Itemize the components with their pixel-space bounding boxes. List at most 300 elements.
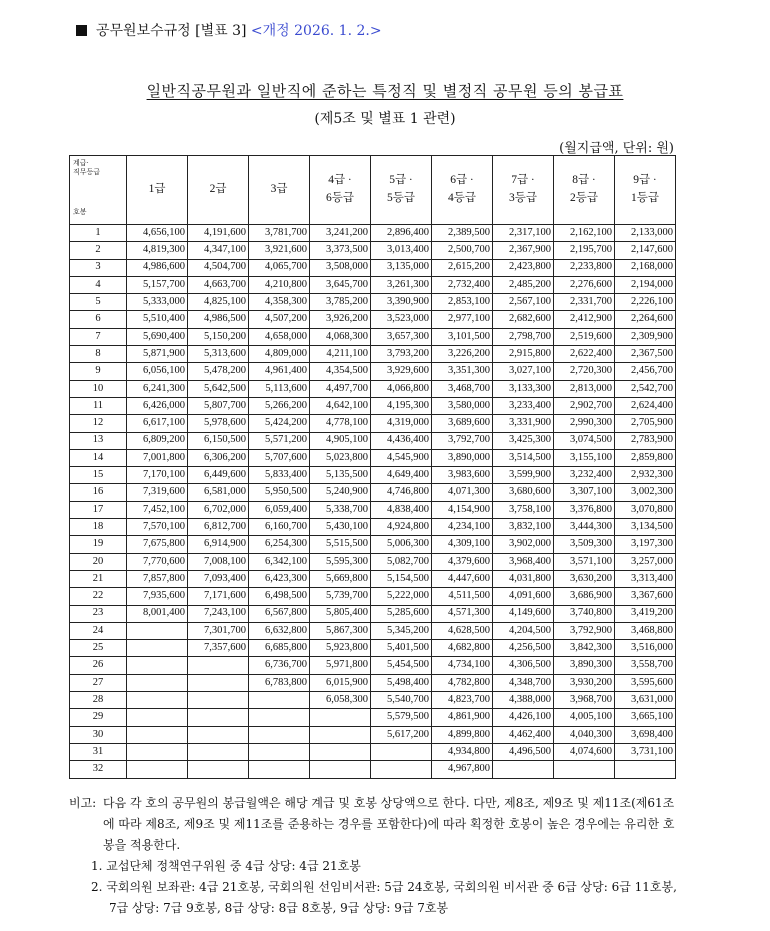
salary-cell: 6,423,300 <box>249 570 310 587</box>
step-number-cell: 25 <box>70 640 127 657</box>
salary-cell: 5,240,900 <box>310 484 371 501</box>
step-number-cell: 18 <box>70 519 127 536</box>
salary-cell: 4,782,800 <box>432 674 493 691</box>
salary-cell: 5,082,700 <box>371 553 432 570</box>
salary-cell: 6,058,300 <box>310 692 371 709</box>
salary-cell: 4,504,700 <box>188 259 249 276</box>
salary-cell: 4,934,800 <box>432 743 493 760</box>
salary-cell: 5,617,200 <box>371 726 432 743</box>
empty-cell <box>310 709 371 726</box>
salary-cell: 4,426,100 <box>493 709 554 726</box>
table-row <box>70 709 676 726</box>
salary-cell: 5,515,500 <box>310 536 371 553</box>
salary-cell: 2,226,100 <box>615 294 676 311</box>
empty-cell <box>249 743 310 760</box>
salary-cell: 4,066,800 <box>371 380 432 397</box>
salary-cell: 7,301,700 <box>188 622 249 639</box>
grade-header-line2: 3등급 <box>509 192 537 204</box>
salary-cell: 7,357,600 <box>188 640 249 657</box>
salary-cell: 4,658,000 <box>249 328 310 345</box>
salary-cell: 5,222,000 <box>371 588 432 605</box>
step-number-cell: 23 <box>70 605 127 622</box>
table-body <box>70 225 676 779</box>
remarks-label: 비고: <box>69 796 97 810</box>
salary-cell: 2,264,600 <box>615 311 676 328</box>
table-row <box>70 726 676 743</box>
empty-cell <box>188 761 249 778</box>
step-number-cell: 14 <box>70 449 127 466</box>
salary-cell: 2,317,100 <box>493 225 554 242</box>
salary-cell: 3,686,900 <box>554 588 615 605</box>
remarks-lead <box>69 793 684 856</box>
salary-cell: 5,642,500 <box>188 380 249 397</box>
salary-cell: 5,154,500 <box>371 570 432 587</box>
salary-cell: 5,478,200 <box>188 363 249 380</box>
salary-cell: 2,902,700 <box>554 397 615 414</box>
salary-cell: 6,632,800 <box>249 622 310 639</box>
table-row <box>70 415 676 432</box>
table-row <box>70 605 676 622</box>
salary-cell: 6,581,000 <box>188 484 249 501</box>
grade-header-line1: 6급 · <box>450 174 474 187</box>
salary-cell: 4,778,100 <box>310 415 371 432</box>
remarks-section <box>69 793 684 919</box>
empty-cell <box>493 761 554 778</box>
salary-cell: 4,388,000 <box>493 692 554 709</box>
salary-cell: 6,306,200 <box>188 449 249 466</box>
salary-cell: 3,890,300 <box>554 657 615 674</box>
step-number-cell: 7 <box>70 328 127 345</box>
salary-cell: 6,059,400 <box>249 501 310 518</box>
salary-cell: 3,983,600 <box>432 467 493 484</box>
salary-cell: 3,792,900 <box>554 622 615 639</box>
salary-cell: 5,707,600 <box>249 449 310 466</box>
salary-cell: 4,256,500 <box>493 640 554 657</box>
salary-cell: 6,617,100 <box>127 415 188 432</box>
salary-cell: 3,101,500 <box>432 328 493 345</box>
salary-cell: 3,740,800 <box>554 605 615 622</box>
table-row <box>70 432 676 449</box>
salary-cell: 5,454,500 <box>371 657 432 674</box>
salary-cell: 2,542,700 <box>615 380 676 397</box>
salary-cell: 7,857,800 <box>127 570 188 587</box>
salary-cell: 3,135,000 <box>371 259 432 276</box>
salary-cell: 5,150,200 <box>188 328 249 345</box>
salary-cell: 4,091,600 <box>493 588 554 605</box>
salary-cell: 2,813,000 <box>554 380 615 397</box>
grade-header-line1: 8급 · <box>572 174 596 187</box>
salary-cell: 5,135,500 <box>310 467 371 484</box>
salary-cell: 2,456,700 <box>615 363 676 380</box>
empty-cell <box>554 761 615 778</box>
salary-cell: 2,276,600 <box>554 276 615 293</box>
salary-cell: 4,347,100 <box>188 242 249 259</box>
step-number-cell: 2 <box>70 242 127 259</box>
salary-cell: 7,243,100 <box>188 605 249 622</box>
step-number-cell: 10 <box>70 380 127 397</box>
salary-cell: 4,545,900 <box>371 449 432 466</box>
salary-cell: 2,990,300 <box>554 415 615 432</box>
salary-cell: 5,978,600 <box>188 415 249 432</box>
salary-cell: 4,234,100 <box>432 519 493 536</box>
corner-grade-label: 직무등급 <box>73 168 101 177</box>
salary-cell: 3,257,000 <box>615 553 676 570</box>
salary-cell: 4,961,400 <box>249 363 310 380</box>
grade-column-header <box>127 156 188 225</box>
salary-cell: 6,426,000 <box>127 397 188 414</box>
empty-cell <box>127 622 188 639</box>
pay-scale-table <box>69 155 676 779</box>
empty-cell <box>188 692 249 709</box>
salary-cell: 5,950,500 <box>249 484 310 501</box>
table-row <box>70 588 676 605</box>
salary-cell: 3,468,800 <box>615 622 676 639</box>
salary-cell: 4,511,500 <box>432 588 493 605</box>
empty-cell <box>371 743 432 760</box>
empty-cell <box>371 761 432 778</box>
grade-header-line1: 4급 · <box>328 174 352 187</box>
salary-cell: 3,514,500 <box>493 449 554 466</box>
salary-cell: 4,986,600 <box>127 259 188 276</box>
salary-cell: 5,739,700 <box>310 588 371 605</box>
grade-column-header <box>493 156 554 225</box>
salary-cell: 4,734,100 <box>432 657 493 674</box>
salary-cell: 4,447,600 <box>432 570 493 587</box>
regulation-reference: 공무원보수규정 [별표 3] <box>96 23 247 39</box>
salary-cell: 5,923,800 <box>310 640 371 657</box>
empty-cell <box>127 692 188 709</box>
empty-cell <box>127 640 188 657</box>
table-row <box>70 346 676 363</box>
salary-cell: 6,342,100 <box>249 553 310 570</box>
table-row <box>70 311 676 328</box>
salary-cell: 5,971,800 <box>310 657 371 674</box>
grade-column-header <box>432 156 493 225</box>
table-row <box>70 449 676 466</box>
salary-cell: 3,832,100 <box>493 519 554 536</box>
step-number-cell: 24 <box>70 622 127 639</box>
salary-cell: 3,595,600 <box>615 674 676 691</box>
salary-cell: 3,781,700 <box>249 225 310 242</box>
empty-cell <box>249 761 310 778</box>
step-number-cell: 30 <box>70 726 127 743</box>
salary-cell: 6,809,200 <box>127 432 188 449</box>
salary-cell: 6,567,800 <box>249 605 310 622</box>
step-number-cell: 20 <box>70 553 127 570</box>
salary-cell: 3,842,300 <box>554 640 615 657</box>
salary-cell: 2,915,800 <box>493 346 554 363</box>
step-number-cell: 3 <box>70 259 127 276</box>
step-number-cell: 4 <box>70 276 127 293</box>
salary-cell: 3,367,600 <box>615 588 676 605</box>
salary-cell: 3,233,400 <box>493 397 554 414</box>
step-number-cell: 16 <box>70 484 127 501</box>
salary-cell: 4,204,500 <box>493 622 554 639</box>
salary-cell: 3,468,700 <box>432 380 493 397</box>
salary-cell: 3,376,800 <box>554 501 615 518</box>
empty-cell <box>249 726 310 743</box>
salary-cell: 3,758,100 <box>493 501 554 518</box>
step-number-cell: 32 <box>70 761 127 778</box>
empty-cell <box>188 743 249 760</box>
grade-header-line1: 2급 <box>209 183 227 196</box>
salary-cell: 4,005,100 <box>554 709 615 726</box>
salary-cell: 2,977,100 <box>432 311 493 328</box>
salary-cell: 2,859,800 <box>615 449 676 466</box>
salary-cell: 3,921,600 <box>249 242 310 259</box>
salary-cell: 4,924,800 <box>371 519 432 536</box>
salary-cell: 6,449,600 <box>188 467 249 484</box>
salary-cell: 5,006,300 <box>371 536 432 553</box>
table-row <box>70 328 676 345</box>
salary-cell: 4,379,600 <box>432 553 493 570</box>
empty-cell <box>249 692 310 709</box>
table-row <box>70 294 676 311</box>
salary-cell: 2,624,400 <box>615 397 676 414</box>
grade-header-line2: 4등급 <box>448 192 476 204</box>
empty-cell <box>310 726 371 743</box>
salary-cell: 2,423,800 <box>493 259 554 276</box>
empty-cell <box>127 674 188 691</box>
salary-cell: 4,649,400 <box>371 467 432 484</box>
salary-cell: 5,338,700 <box>310 501 371 518</box>
empty-cell <box>615 761 676 778</box>
salary-cell: 4,809,000 <box>249 346 310 363</box>
step-number-cell: 9 <box>70 363 127 380</box>
salary-cell: 3,307,100 <box>554 484 615 501</box>
step-number-cell: 11 <box>70 397 127 414</box>
salary-cell: 2,147,600 <box>615 242 676 259</box>
salary-cell: 6,056,100 <box>127 363 188 380</box>
salary-cell: 5,401,500 <box>371 640 432 657</box>
salary-cell: 2,798,700 <box>493 328 554 345</box>
table-row <box>70 536 676 553</box>
salary-cell: 3,890,000 <box>432 449 493 466</box>
salary-cell: 4,306,500 <box>493 657 554 674</box>
grade-header-line1: 9급 · <box>633 174 657 187</box>
salary-cell: 4,040,300 <box>554 726 615 743</box>
salary-cell: 2,194,000 <box>615 276 676 293</box>
salary-cell: 4,319,000 <box>371 415 432 432</box>
revision-date: <개정 2026. 1. 2.> <box>250 23 382 39</box>
salary-cell: 3,792,700 <box>432 432 493 449</box>
salary-cell: 4,823,700 <box>432 692 493 709</box>
salary-cell: 3,133,300 <box>493 380 554 397</box>
salary-cell: 3,698,400 <box>615 726 676 743</box>
salary-cell: 5,807,700 <box>188 397 249 414</box>
salary-cell: 3,313,400 <box>615 570 676 587</box>
empty-cell <box>127 743 188 760</box>
salary-cell: 7,675,800 <box>127 536 188 553</box>
salary-cell: 3,929,600 <box>371 363 432 380</box>
empty-cell <box>188 709 249 726</box>
salary-cell: 4,825,100 <box>188 294 249 311</box>
salary-cell: 3,523,000 <box>371 311 432 328</box>
salary-cell: 5,595,300 <box>310 553 371 570</box>
grade-header-line2: 1등급 <box>631 192 659 204</box>
salary-cell: 4,899,800 <box>432 726 493 743</box>
salary-cell: 7,008,100 <box>188 553 249 570</box>
step-number-cell: 29 <box>70 709 127 726</box>
salary-cell: 2,195,700 <box>554 242 615 259</box>
empty-cell <box>249 709 310 726</box>
remarks-text: 다음 각 호의 공무원의 봉급월액은 해당 계급 및 호봉 상당액으로 한다. 다만, 제8조, 제9조 및 제11조(제61조에 따라 제8조, 제9조 및 제11조를 준용하는 경우를 포함한다)에 따라 획정한 호봉이 높은 경우에는 유리한 호봉을 적용한다. <box>103 796 675 852</box>
salary-cell: 3,134,500 <box>615 519 676 536</box>
salary-cell: 3,232,400 <box>554 467 615 484</box>
salary-cell: 2,367,500 <box>615 346 676 363</box>
salary-cell: 2,367,900 <box>493 242 554 259</box>
step-number-cell: 5 <box>70 294 127 311</box>
salary-cell: 4,065,700 <box>249 259 310 276</box>
table-row <box>70 743 676 760</box>
grade-header-line2: 5등급 <box>387 192 415 204</box>
table-row <box>70 242 676 259</box>
table-row <box>70 674 676 691</box>
step-number-cell: 19 <box>70 536 127 553</box>
salary-cell: 4,642,100 <box>310 397 371 414</box>
salary-cell: 7,170,100 <box>127 467 188 484</box>
salary-cell: 5,333,000 <box>127 294 188 311</box>
salary-cell: 3,074,500 <box>554 432 615 449</box>
salary-cell: 5,157,700 <box>127 276 188 293</box>
salary-cell: 7,171,600 <box>188 588 249 605</box>
grade-header-line1: 1급 <box>148 183 166 196</box>
salary-cell: 4,628,500 <box>432 622 493 639</box>
salary-cell: 5,266,200 <box>249 397 310 414</box>
salary-cell: 4,149,600 <box>493 605 554 622</box>
empty-cell <box>188 674 249 691</box>
salary-cell: 5,313,600 <box>188 346 249 363</box>
salary-cell: 2,233,800 <box>554 259 615 276</box>
salary-cell: 4,507,200 <box>249 311 310 328</box>
table-row <box>70 519 676 536</box>
table-row <box>70 225 676 242</box>
salary-cell: 4,154,900 <box>432 501 493 518</box>
salary-cell: 2,485,200 <box>493 276 554 293</box>
table-row <box>70 484 676 501</box>
corner-rank-label: 계급· <box>73 159 89 167</box>
table-row <box>70 397 676 414</box>
salary-cell: 6,783,800 <box>249 674 310 691</box>
salary-cell: 2,331,700 <box>554 294 615 311</box>
salary-cell: 4,496,500 <box>493 743 554 760</box>
step-number-cell: 12 <box>70 415 127 432</box>
table-row <box>70 553 676 570</box>
remarks-item-2: 2. 국회의원 보좌관: 4급 21호봉, 국회의원 선임비서관: 5급 24호봉, 국회의원 비서관 중 6급 상당: 6급 11호봉, 7급 상당: 7급 9호봉, 8급 상당: 8급 8호봉, 9급 상당: 9급 7호봉 <box>91 880 677 915</box>
salary-cell: 3,226,200 <box>432 346 493 363</box>
salary-cell: 6,015,900 <box>310 674 371 691</box>
salary-cell: 3,926,200 <box>310 311 371 328</box>
unit-note: (월지급액, 단위: 원) <box>559 141 674 156</box>
salary-cell: 5,833,400 <box>249 467 310 484</box>
salary-cell: 3,070,800 <box>615 501 676 518</box>
salary-cell: 2,705,900 <box>615 415 676 432</box>
grade-column-header <box>554 156 615 225</box>
salary-cell: 3,261,300 <box>371 276 432 293</box>
grade-header-line1: 5급 · <box>389 174 413 187</box>
salary-cell: 3,444,300 <box>554 519 615 536</box>
salary-cell: 3,027,100 <box>493 363 554 380</box>
salary-cell: 5,805,400 <box>310 605 371 622</box>
remarks-item-1: 1. 교섭단체 정책연구위원 중 4급 상당: 4급 21호봉 <box>91 859 361 873</box>
empty-cell <box>310 761 371 778</box>
grade-header-line1: 7급 · <box>511 174 535 187</box>
salary-cell: 3,657,300 <box>371 328 432 345</box>
empty-cell <box>127 761 188 778</box>
table-row <box>70 657 676 674</box>
salary-cell: 4,211,100 <box>310 346 371 363</box>
table-row <box>70 259 676 276</box>
salary-cell: 3,680,600 <box>493 484 554 501</box>
salary-cell: 5,871,900 <box>127 346 188 363</box>
salary-cell: 2,896,400 <box>371 225 432 242</box>
salary-cell: 3,645,700 <box>310 276 371 293</box>
salary-cell: 4,071,300 <box>432 484 493 501</box>
salary-cell: 3,631,000 <box>615 692 676 709</box>
corner-header-cell <box>70 156 127 225</box>
salary-cell: 6,150,500 <box>188 432 249 449</box>
empty-cell <box>188 726 249 743</box>
salary-cell: 3,241,200 <box>310 225 371 242</box>
document-title: 일반직공무원과 일반직에 준하는 특정직 및 별정직 공무원 등의 봉급표 <box>146 82 624 100</box>
empty-cell <box>127 726 188 743</box>
salary-cell: 8,001,400 <box>127 605 188 622</box>
salary-cell: 3,508,000 <box>310 259 371 276</box>
step-number-cell: 6 <box>70 311 127 328</box>
salary-cell: 4,068,300 <box>310 328 371 345</box>
empty-cell <box>127 709 188 726</box>
salary-cell: 5,579,500 <box>371 709 432 726</box>
salary-cell: 2,615,200 <box>432 259 493 276</box>
salary-cell: 4,210,800 <box>249 276 310 293</box>
salary-cell: 4,354,500 <box>310 363 371 380</box>
document-subtitle: (제5조 및 별표 1 관련) <box>314 111 456 127</box>
step-number-cell: 8 <box>70 346 127 363</box>
salary-cell: 3,630,200 <box>554 570 615 587</box>
grade-header-line2: 2등급 <box>570 192 598 204</box>
salary-cell: 4,031,800 <box>493 570 554 587</box>
salary-cell: 2,389,500 <box>432 225 493 242</box>
salary-cell: 2,519,600 <box>554 328 615 345</box>
salary-cell: 2,783,900 <box>615 432 676 449</box>
salary-cell: 2,133,000 <box>615 225 676 242</box>
salary-cell: 2,309,900 <box>615 328 676 345</box>
salary-cell: 5,669,800 <box>310 570 371 587</box>
salary-cell: 3,599,900 <box>493 467 554 484</box>
salary-cell: 2,682,600 <box>493 311 554 328</box>
salary-cell: 4,358,300 <box>249 294 310 311</box>
salary-cell: 3,197,300 <box>615 536 676 553</box>
step-number-cell: 17 <box>70 501 127 518</box>
table-row <box>70 622 676 639</box>
salary-cell: 4,819,300 <box>127 242 188 259</box>
table-row <box>70 363 676 380</box>
salary-cell: 5,510,400 <box>127 311 188 328</box>
salary-cell: 2,622,400 <box>554 346 615 363</box>
salary-cell: 3,731,100 <box>615 743 676 760</box>
step-number-cell: 26 <box>70 657 127 674</box>
salary-cell: 3,689,600 <box>432 415 493 432</box>
salary-cell: 5,424,200 <box>249 415 310 432</box>
empty-cell <box>310 743 371 760</box>
salary-cell: 3,968,400 <box>493 553 554 570</box>
table-row <box>70 692 676 709</box>
salary-cell: 2,732,400 <box>432 276 493 293</box>
salary-cell: 2,412,900 <box>554 311 615 328</box>
salary-cell: 6,812,700 <box>188 519 249 536</box>
salary-cell: 3,665,100 <box>615 709 676 726</box>
salary-cell: 3,002,300 <box>615 484 676 501</box>
